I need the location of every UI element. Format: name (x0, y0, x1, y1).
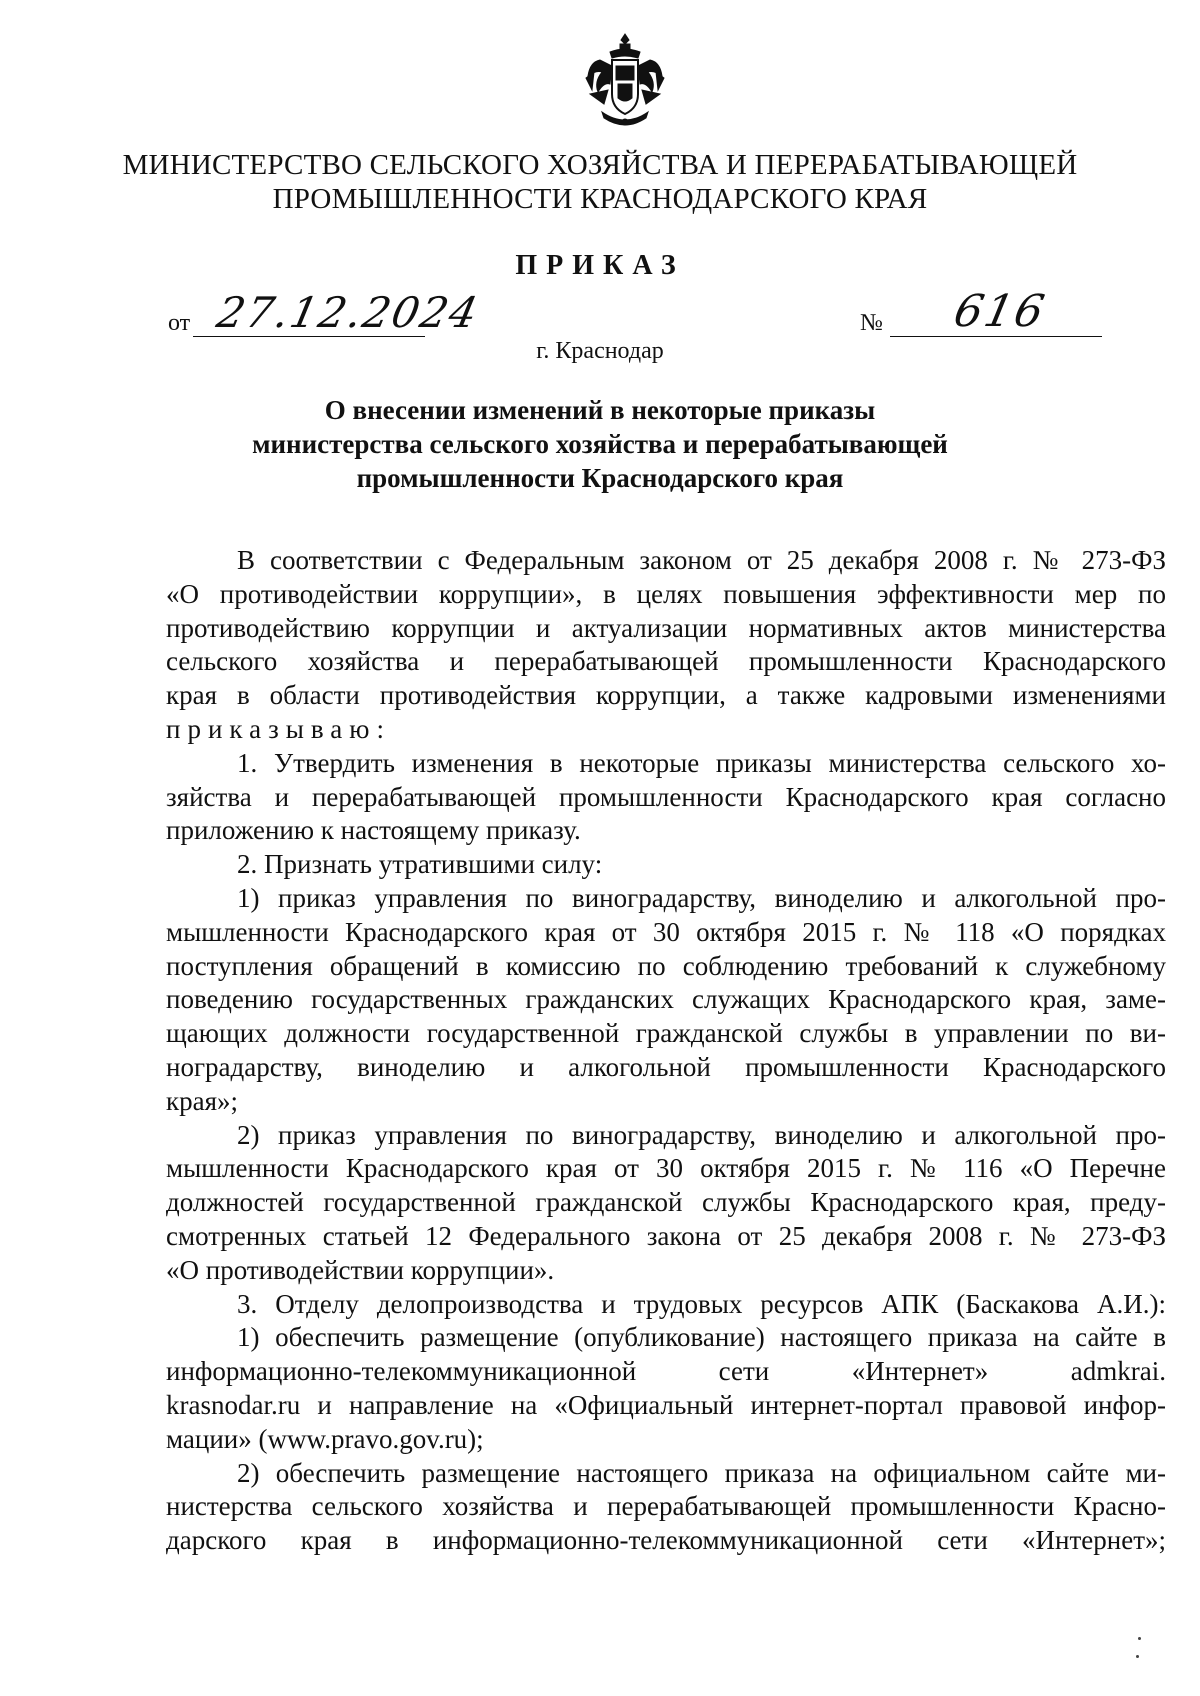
body-line: 1) приказ управления по виноградарству, виноделию и алкогольной про- (237, 882, 1166, 913)
body-line: мышленности Краснодарского края от 30 октября 2015 г. № 116 «О Перечне (166, 1153, 1166, 1184)
body-line: щающих должности государственной гражданской службы в управлении по ви- (166, 1018, 1166, 1049)
body-line: информационно-телекоммуникационной сети «Интернет» admkrai. (166, 1356, 1166, 1387)
body-line: края в области противодействия коррупции, а также кадровыми изменениями (166, 680, 1166, 711)
body-line: противодействию коррупции и актуализации нормативных актов министерства (166, 612, 1166, 643)
handwritten-date: 27.12.2024 (212, 288, 484, 337)
body-line: «О противодействии коррупции». (166, 1254, 555, 1285)
body-line: сельского хозяйства и перерабатывающей промышленности Краснодарского (166, 646, 1166, 677)
body-line: мышленности Краснодарского края от 30 октября 2015 г. № 118 «О порядках (166, 916, 1166, 947)
body-line: зяйства и перерабатывающей промышленности Краснодарского края согласно (166, 781, 1166, 812)
scan-speck (1136, 1655, 1139, 1658)
scan-speck (1138, 1637, 1141, 1640)
subject-line: промышленности Краснодарского края (356, 463, 844, 493)
body-line: ноградарству, виноделию и алкогольной промышленности Краснодарского (166, 1051, 1166, 1082)
number-label: № (860, 310, 883, 336)
body-line: 1) обеспечить размещение (опубликование) настоящего приказа на сайте в (237, 1322, 1166, 1353)
body-line: krasnodar.ru и направление на «Официальный интернет-портал правовой инфор- (166, 1389, 1166, 1420)
body-line: приложению к настоящему приказу. (166, 815, 581, 846)
ministry-name-line-1: МИНИСТЕРСТВО СЕЛЬСКОГО ХОЗЯЙСТВА И ПЕРЕРАБАТЫВАЮЩЕЙ (122, 149, 1078, 181)
body-line: «О противодействии коррупции», в целях повышения эффективности мер по (166, 578, 1166, 609)
body-line: 2. Признать утратившими силу: (237, 849, 603, 880)
body-line: приказываю: (166, 713, 391, 744)
coat-of-arms-icon (580, 32, 670, 132)
body-line: поведению государственных гражданских служащих Краснодарского края, заме- (166, 984, 1166, 1015)
handwritten-number: 616 (949, 286, 1051, 337)
body-line: мации» (www.pravo.gov.ru); (166, 1423, 484, 1454)
body-line: должностей государственной гражданской службы Краснодарского края, преду- (166, 1187, 1166, 1218)
body-line: 2) приказ управления по виноградарству, виноделию и алкогольной про- (237, 1119, 1166, 1150)
body-line: дарского края в информационно-телекоммуникационной сети «Интернет»; (166, 1525, 1166, 1556)
subject-line: министерства сельского хозяйства и перерабатывающей (252, 429, 948, 459)
body-line: нистерства сельского хозяйства и перерабатывающей промышленности Красно- (166, 1491, 1166, 1522)
body-line: В соответствии с Федеральным законом от 25 декабря 2008 г. № 273-ФЗ (237, 545, 1166, 575)
city-label: г. Краснодар (536, 338, 664, 364)
body-line: 2) обеспечить размещение настоящего приказа на официальном сайте ми- (237, 1457, 1166, 1488)
ministry-name-line-2: ПРОМЫШЛЕННОСТИ КРАСНОДАРСКОГО КРАЯ (272, 183, 928, 215)
body-line: смотренных статьей 12 Федерального закона от 25 декабря 2008 г. № 273-ФЗ (166, 1220, 1166, 1251)
date-label: от (168, 310, 191, 336)
document-subject (180, 393, 1020, 495)
subject-line: О внесении изменений в некоторые приказы (324, 395, 876, 425)
body-line: 1. Утвердить изменения в некоторые приказы министерства сельского хо- (237, 747, 1166, 778)
body-line: края»; (166, 1085, 239, 1116)
document-type-title: ПРИКАЗ (515, 250, 685, 281)
body-line: 3. Отделу делопроизводства и трудовых ресурсов АПК (Баскакова А.И.): (237, 1288, 1166, 1319)
body-line: поступления обращений в комиссию по соблюдению требований к служебному (166, 950, 1166, 981)
document-body (166, 544, 1166, 1558)
